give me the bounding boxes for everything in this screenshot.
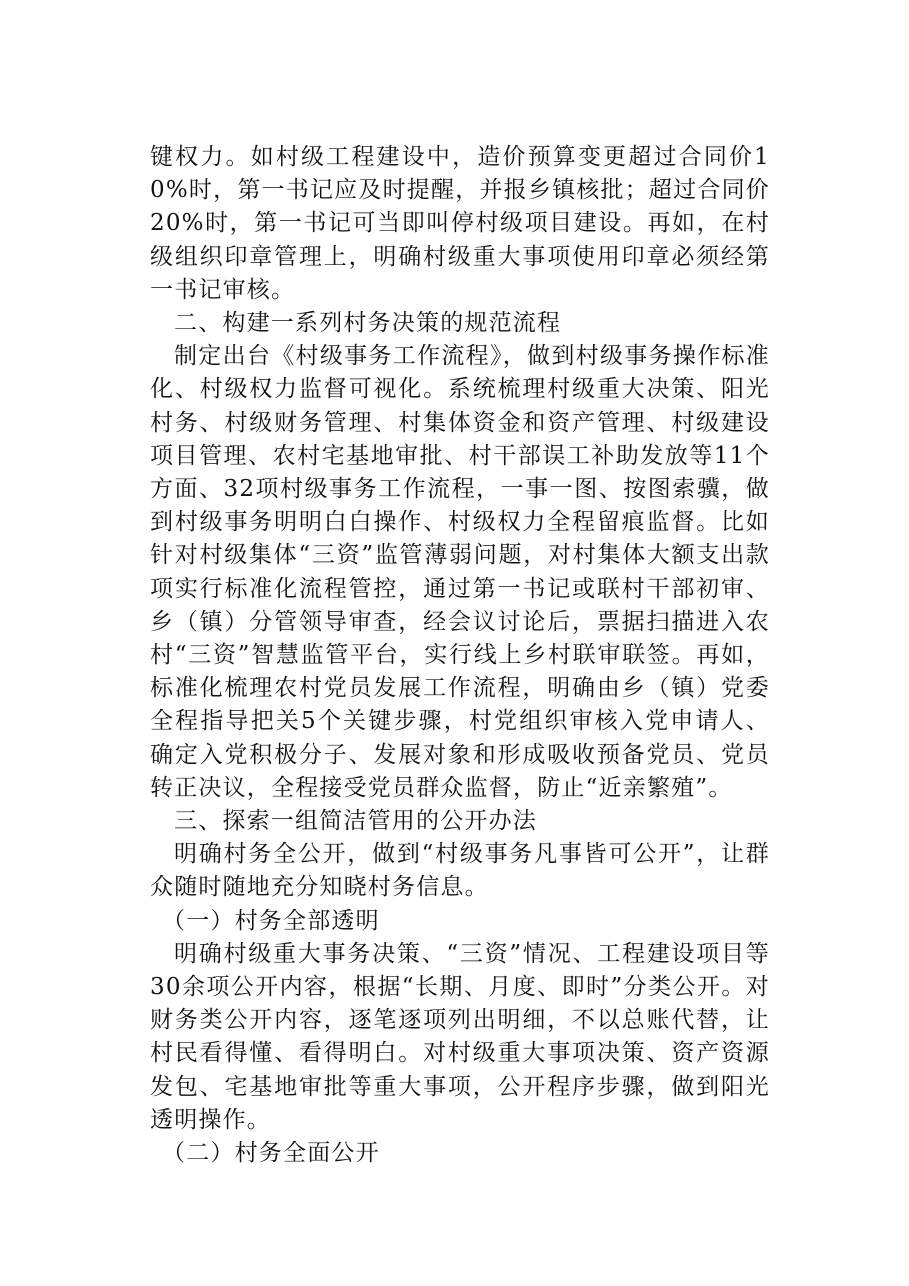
paragraph: 明确村务全公开，做到“村级事务凡事皆可公开”，让群众随时随地充分知晓村务信息。 (150, 841, 770, 901)
subsection-heading-1: （一）村务全部透明 (162, 907, 380, 934)
section-heading-3: 三、探索一组简洁管用的公开办法 (174, 808, 537, 835)
section-heading-2: 二、构建一系列村务决策的规范流程 (174, 310, 562, 337)
paragraph: 明确村级重大事务决策、“三资”情况、工程建设项目等30余项公开内容，根据“长期、月度、即时”分类公开。对财务类公开内容，逐笔逐项列出明细，不以总账代替，让村民看得懂、看得明白。对村级重大事项决策、资产资源发包、宅基地审批等重大事项，公开程序步骤，做到阳光透明操作。 (150, 940, 770, 1133)
paragraph-continued: 键权力。如村级工程建设中，造价预算变更超过合同价10%时，第一书记应及时提醒，并报乡镇核批；超过合同价20%时，第一书记可当即叫停村级项目建设。再如，在村级组织印章管理上，明确村级重大事项使用印章必须经第一书记审核。 (150, 144, 770, 303)
subsection-heading-2: （二）村务全面公开 (162, 1140, 380, 1167)
paragraph: 制定出台《村级事务工作流程》，做到村级事务操作标准化、村级权力监督可视化。系统梳理村级重大决策、阳光村务、村级财务管理、村集体资金和资产管理、村级建设项目管理、农村宅基地审批、村干部误工补助发放等11个方面、32项村级事务工作流程，一事一图、按图索骥，做到村级事务明明白白操作、村级权力全程留痕监督。比如针对村级集体“三资”监管薄弱问题，对村集体大额支出款项实行标准化流程管控，通过第一书记或联村干部初审、乡（镇）分管领导审查，经会议讨论后，票据扫描进入农村“三资”智慧监管平台，实行线上乡村联审联签。再如，标准化梳理农村党员发展工作流程，明确由乡（镇）党委全程指导把关5个关键步骤，村党组织审核入党申请人、确定入党积极分子、发展对象和形成吸收预备党员、党员转正决议，全程接受党员群众监督，防止“近亲繁殖”。 (150, 343, 770, 801)
document-body (150, 141, 770, 1170)
